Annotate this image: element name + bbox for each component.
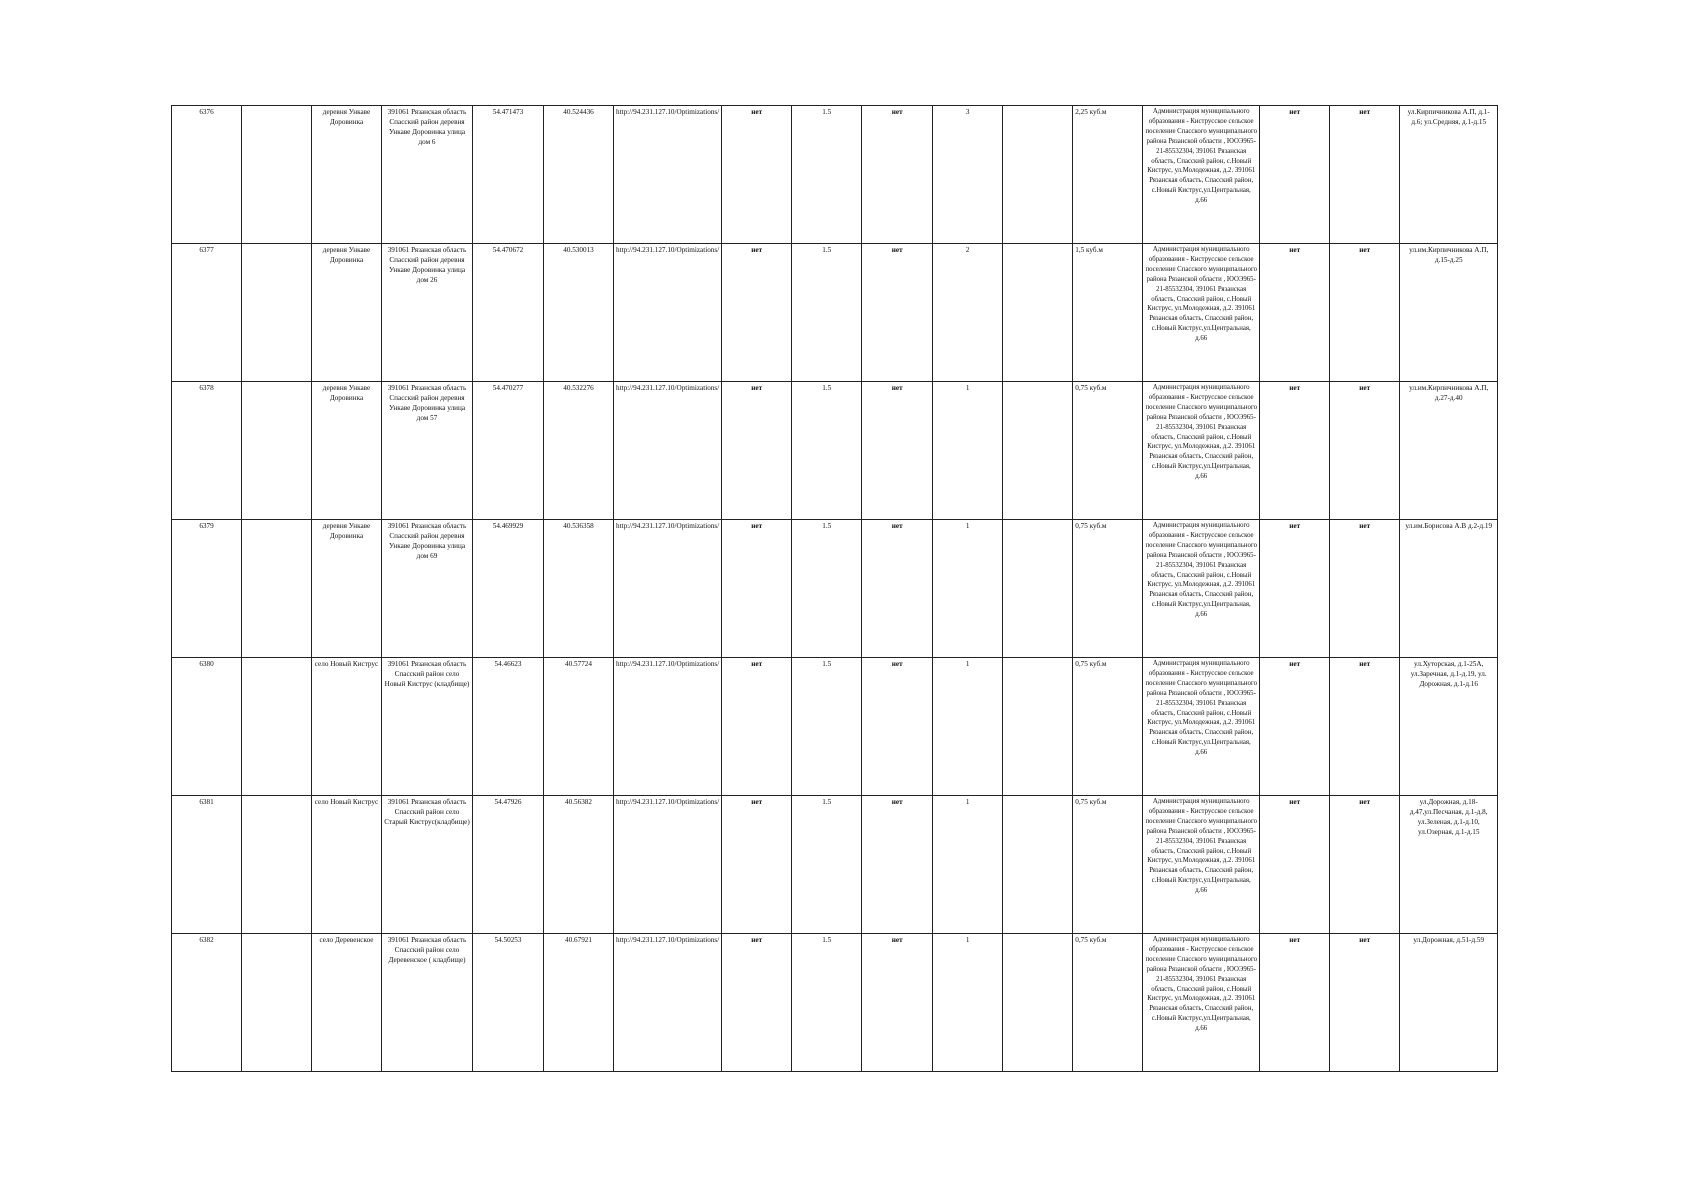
cell-volume: 0,75 куб.м [1073, 796, 1143, 934]
cell-id: 6380 [172, 658, 242, 796]
cell-col16: нет [1330, 520, 1400, 658]
document-page [171, 105, 1498, 1072]
cell-url: http://94.231.127.10/Optimizations/ [614, 382, 722, 520]
cell-containers: 1 [933, 520, 1003, 658]
cell-settlement: деревня Ункаве Доровинка [312, 382, 382, 520]
cell-surface: нет [722, 796, 792, 934]
cell-volume: 0,75 куб.м [1073, 382, 1143, 520]
table-row [172, 106, 1498, 244]
cell-fence: нет [862, 382, 933, 520]
cell-empty [242, 382, 312, 520]
cell-latitude: 54.50253 [473, 934, 544, 1072]
cell-streets: ул.Хуторская, д.1-25А, ул.Заречная, д.1-д.19, ул. Дорожная, д.1-д.16 [1400, 658, 1498, 796]
cell-empty-2 [1003, 244, 1073, 382]
cell-streets: ул.Дорожная, д.18-д.47,ул.Песчаная, д.1-д.8, ул.Зеленая, д.1-д.10, ул.Озерная, д.1-д.15 [1400, 796, 1498, 934]
cell-settlement: село Новый Киструс [312, 658, 382, 796]
cell-url: http://94.231.127.10/Optimizations/ [614, 658, 722, 796]
cell-id: 6378 [172, 382, 242, 520]
cell-volume: 0,75 куб.м [1073, 658, 1143, 796]
cell-containers: 3 [933, 106, 1003, 244]
cell-fence: нет [862, 658, 933, 796]
cell-address: 391061 Рязанская область Спасский район село Новый Киструс (кладбище) [382, 658, 473, 796]
cell-fence: нет [862, 796, 933, 934]
cell-longitude: 40.56382 [544, 796, 614, 934]
cell-area: 1.5 [792, 520, 862, 658]
cell-empty-2 [1003, 658, 1073, 796]
cell-url: http://94.231.127.10/Optimizations/ [614, 796, 722, 934]
cell-settlement: село Новый Киструс [312, 796, 382, 934]
cell-col15: нет [1260, 658, 1330, 796]
cell-fence: нет [862, 106, 933, 244]
cell-volume: 1,5 куб.м [1073, 244, 1143, 382]
cell-address: 391061 Рязанская область Спасский район деревня Ункаве Доровинка улица дом 26 [382, 244, 473, 382]
cell-longitude: 40.536358 [544, 520, 614, 658]
cell-area: 1.5 [792, 658, 862, 796]
cell-longitude: 40.57724 [544, 658, 614, 796]
cell-fence: нет [862, 520, 933, 658]
cell-settlement: деревня Ункаве Доровинка [312, 520, 382, 658]
cell-containers: 1 [933, 382, 1003, 520]
table-body [172, 106, 1498, 1072]
cell-surface: нет [722, 520, 792, 658]
cell-containers: 2 [933, 244, 1003, 382]
cell-col16: нет [1330, 106, 1400, 244]
cell-empty-2 [1003, 934, 1073, 1072]
cell-id: 6377 [172, 244, 242, 382]
cell-empty [242, 520, 312, 658]
cell-streets: ул.им.Борисова А.В д.2-д.19 [1400, 520, 1498, 658]
cell-address: 391061 Рязанская область Спасский район село Старый Киструс(кладбище) [382, 796, 473, 934]
cell-streets: ул.Дорожная, д.51-д.59 [1400, 934, 1498, 1072]
cell-longitude: 40.532276 [544, 382, 614, 520]
cell-organization: Администрация муниципального образования - Киструсское сельское поселение Спасского муниципального района Рязанской области , ЮОЭ965-21-85532304, 391061 Рязанская область, Спасский район, с.Новый Киструс, ул.Молодежная, д.2. 391061 Рязанская область, Спасский район, с.Новый Киструс,ул.Центральная, д.66 [1143, 106, 1260, 244]
cell-col16: нет [1330, 796, 1400, 934]
cell-surface: нет [722, 382, 792, 520]
cell-col15: нет [1260, 244, 1330, 382]
cell-id: 6379 [172, 520, 242, 658]
cell-fence: нет [862, 934, 933, 1072]
cell-address: 391061 Рязанская область Спасский район деревня Ункаве Доровинка улица дом 57 [382, 382, 473, 520]
table-row [172, 796, 1498, 934]
cell-col15: нет [1260, 106, 1330, 244]
cell-containers: 1 [933, 658, 1003, 796]
cell-area: 1.5 [792, 106, 862, 244]
cell-volume: 2,25 куб.м [1073, 106, 1143, 244]
cell-surface: нет [722, 106, 792, 244]
cell-col15: нет [1260, 934, 1330, 1072]
cell-longitude: 40.524436 [544, 106, 614, 244]
cell-organization: Администрация муниципального образования - Киструсское сельское поселение Спасского муниципального района Рязанской области , ЮОЭ965-21-85532304, 391061 Рязанская область, Спасский район, с.Новый Киструс, ул.Молодежная, д.2. 391061 Рязанская область, Спасский район, с.Новый Киструс,ул.Центральная, д.66 [1143, 244, 1260, 382]
cell-latitude: 54.470672 [473, 244, 544, 382]
table-row [172, 382, 1498, 520]
cell-empty-2 [1003, 796, 1073, 934]
cell-surface: нет [722, 658, 792, 796]
table-row [172, 244, 1498, 382]
cell-empty [242, 658, 312, 796]
cell-settlement: деревня Ункаве Доровинка [312, 106, 382, 244]
cell-surface: нет [722, 934, 792, 1072]
cell-address: 391061 Рязанская область Спасский район деревня Ункаве Доровинка улица дом 69 [382, 520, 473, 658]
cell-longitude: 40.67921 [544, 934, 614, 1072]
table-row [172, 520, 1498, 658]
cell-empty [242, 244, 312, 382]
cell-settlement: село Деревенское [312, 934, 382, 1072]
cell-containers: 1 [933, 934, 1003, 1072]
cell-organization: Администрация муниципального образования - Киструсское сельское поселение Спасского муниципального района Рязанской области , ЮОЭ965-21-85532304, 391061 Рязанская область, Спасский район, с.Новый Киструс, ул.Молодежная, д.2. 391061 Рязанская область, Спасский район, с.Новый Киструс,ул.Центральная, д.66 [1143, 520, 1260, 658]
cell-url: http://94.231.127.10/Optimizations/ [614, 244, 722, 382]
cell-containers: 1 [933, 796, 1003, 934]
cell-col16: нет [1330, 382, 1400, 520]
cell-empty-2 [1003, 106, 1073, 244]
cell-col16: нет [1330, 244, 1400, 382]
cell-col15: нет [1260, 382, 1330, 520]
cell-latitude: 54.470277 [473, 382, 544, 520]
cell-latitude: 54.469929 [473, 520, 544, 658]
cell-surface: нет [722, 244, 792, 382]
cell-col15: нет [1260, 796, 1330, 934]
cell-settlement: деревня Ункаве Доровинка [312, 244, 382, 382]
cell-empty [242, 796, 312, 934]
cell-area: 1.5 [792, 382, 862, 520]
cell-area: 1.5 [792, 244, 862, 382]
table-row [172, 658, 1498, 796]
cell-id: 6382 [172, 934, 242, 1072]
cell-id: 6381 [172, 796, 242, 934]
cell-col15: нет [1260, 520, 1330, 658]
cell-area: 1.5 [792, 934, 862, 1072]
cell-longitude: 40.530013 [544, 244, 614, 382]
cell-latitude: 54.471473 [473, 106, 544, 244]
cell-empty-2 [1003, 520, 1073, 658]
cell-id: 6376 [172, 106, 242, 244]
table-row [172, 934, 1498, 1072]
cell-volume: 0,75 куб.м [1073, 934, 1143, 1072]
cell-empty [242, 106, 312, 244]
cell-volume: 0,75 куб.м [1073, 520, 1143, 658]
cell-area: 1.5 [792, 796, 862, 934]
cell-latitude: 54.46623 [473, 658, 544, 796]
cell-url: http://94.231.127.10/Optimizations/ [614, 934, 722, 1072]
cell-streets: ул.им.Кирпичникова А.П, д.15-д.25 [1400, 244, 1498, 382]
cell-organization: Администрация муниципального образования - Киструсское сельское поселение Спасского муниципального района Рязанской области , ЮОЭ965-21-85532304, 391061 Рязанская область, Спасский район, с.Новый Киструс, ул.Молодежная, д.2. 391061 Рязанская область, Спасский район, с.Новый Киструс,ул.Центральная, д.66 [1143, 382, 1260, 520]
cell-fence: нет [862, 244, 933, 382]
cell-url: http://94.231.127.10/Optimizations/ [614, 106, 722, 244]
cell-url: http://94.231.127.10/Optimizations/ [614, 520, 722, 658]
cell-empty-2 [1003, 382, 1073, 520]
cell-col16: нет [1330, 658, 1400, 796]
cell-organization: Администрация муниципального образования - Киструсское сельское поселение Спасского муниципального района Рязанской области , ЮОЭ965-21-85532304, 391061 Рязанская область, Спасский район, с.Новый Киструс, ул.Молодежная, д.2. 391061 Рязанская область, Спасский район, с.Новый Киструс,ул.Центральная, д.66 [1143, 658, 1260, 796]
cell-organization: Администрация муниципального образования - Киструсское сельское поселение Спасского муниципального района Рязанской области , ЮОЭ965-21-85532304, 391061 Рязанская область, Спасский район, с.Новый Киструс, ул.Молодежная, д.2. 391061 Рязанская область, Спасский район, с.Новый Киструс,ул.Центральная, д.66 [1143, 934, 1260, 1072]
cell-address: 391061 Рязанская область Спасский район деревня Ункаве Доровинка улица дом 6 [382, 106, 473, 244]
cell-streets: ул.Кирпичникова А.П, д.1-д.6; ул.Средняя, д.1-д.15 [1400, 106, 1498, 244]
registry-table [171, 105, 1498, 1072]
cell-address: 391061 Рязанская область Спасский район село Деревенское ( кладбище) [382, 934, 473, 1072]
cell-latitude: 54.47926 [473, 796, 544, 934]
cell-organization: Администрация муниципального образования - Киструсское сельское поселение Спасского муниципального района Рязанской области , ЮОЭ965-21-85532304, 391061 Рязанская область, Спасский район, с.Новый Киструс, ул.Молодежная, д.2. 391061 Рязанская область, Спасский район, с.Новый Киструс,ул.Центральная, д.66 [1143, 796, 1260, 934]
cell-empty [242, 934, 312, 1072]
cell-col16: нет [1330, 934, 1400, 1072]
cell-streets: ул.им.Кирпичникова А.П, д.27-д.40 [1400, 382, 1498, 520]
